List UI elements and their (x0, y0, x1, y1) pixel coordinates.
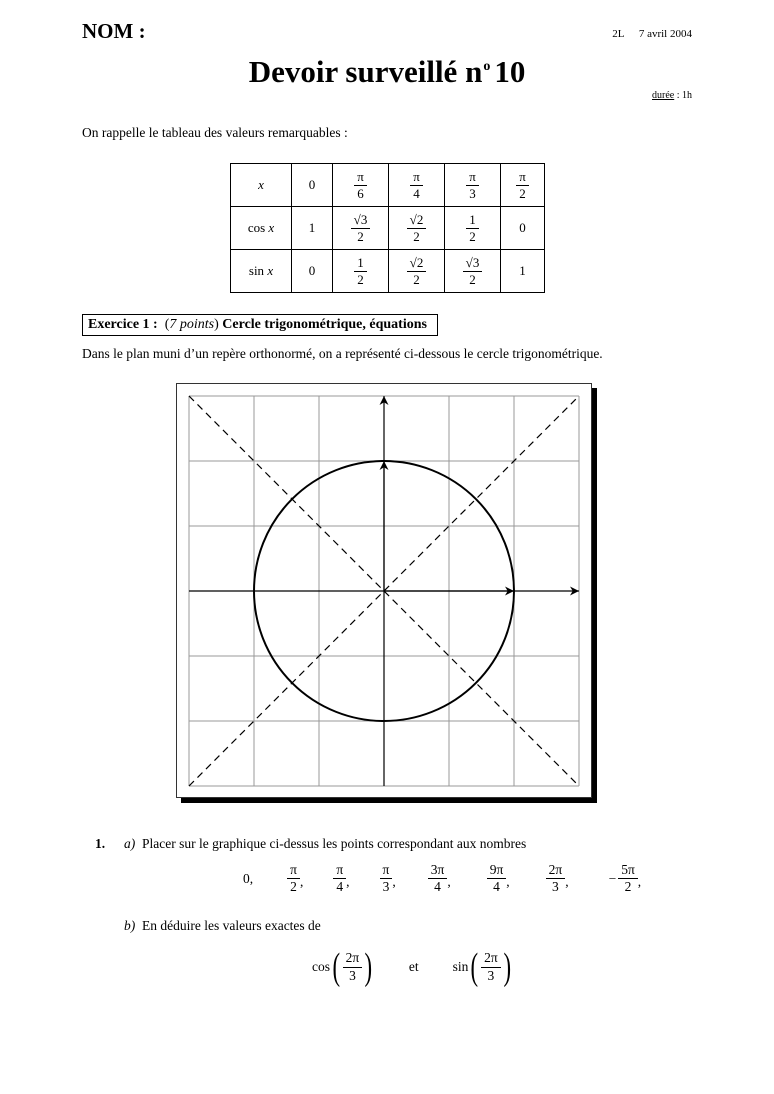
exercise-header: Exercice 1 : (7 points) Cercle trigonométrique, équations (82, 314, 438, 336)
left-paren: ( (470, 946, 479, 988)
duration (652, 90, 692, 101)
number-item: $\frac{\pi}{3}$ , (380, 863, 396, 894)
numerator: √2 (407, 213, 427, 229)
subquestion-text: En déduire les valeurs exactes de (142, 918, 321, 933)
numerator: 3π (428, 863, 448, 879)
table-cell (389, 164, 445, 207)
table-cell (501, 250, 545, 293)
denominator: 3 (487, 967, 495, 983)
denominator: 2 (413, 228, 420, 244)
denominator: 3 (552, 879, 559, 895)
exercise-statement: Dans le plan muni d’un repère orthonormé, on a représenté ci-dessous le cercle trigonométrique. (82, 346, 603, 361)
question-1a (95, 836, 526, 852)
page-title (0, 54, 774, 90)
table-cell (445, 207, 501, 250)
question-number: 1. (95, 836, 106, 851)
value-text: 0 (308, 263, 316, 278)
numerator: 1 (354, 256, 367, 272)
fraction (351, 213, 371, 243)
table-row-cos (231, 207, 545, 250)
fraction (354, 170, 367, 200)
numerator: π (354, 170, 367, 186)
numerator: √3 (463, 256, 483, 272)
title-sup: o (483, 59, 491, 74)
denominator: 3 (469, 185, 476, 201)
numerator: π (380, 863, 393, 879)
numerator: 9π (487, 863, 507, 879)
table-cell (333, 207, 389, 250)
value-text: 1 (519, 263, 526, 278)
cos-label: cos (312, 959, 330, 974)
numerator: π (333, 863, 346, 879)
fraction (410, 170, 423, 200)
denominator: 4 (434, 879, 441, 895)
table-cell (389, 207, 445, 250)
title-number: 10 (494, 54, 526, 89)
denominator: 3 (349, 967, 356, 983)
table-cell (445, 164, 501, 207)
numerator: 2π (546, 863, 566, 879)
fraction (428, 863, 448, 894)
et-label: et (408, 959, 419, 974)
table-cell (501, 164, 545, 207)
table-cell (501, 207, 545, 250)
duration-label: durée (652, 90, 675, 101)
numbers-list (213, 863, 641, 894)
number-item: $\frac{\pi}{2}$ , (287, 863, 303, 894)
fraction (287, 863, 300, 894)
value-text: 0, (243, 870, 254, 886)
fraction (407, 256, 427, 286)
value-text: 0 (519, 220, 526, 235)
number-item: − $\frac{5\pi}{2}$ , (608, 862, 642, 895)
fraction (466, 213, 479, 243)
denominator: 2 (469, 271, 476, 287)
row-header (231, 207, 292, 250)
denominator: 6 (357, 185, 364, 201)
question-1b (124, 918, 321, 934)
numerator: 2π (481, 951, 501, 967)
numerator: 5π (618, 863, 638, 879)
number-item: $\frac{\pi}{4}$ , (333, 863, 349, 894)
exercise-label: Exercice 1 : (88, 317, 158, 332)
denominator: 4 (336, 879, 344, 895)
fraction (354, 256, 367, 286)
fraction (487, 863, 507, 894)
row-header-text: x (258, 177, 264, 192)
fraction (618, 863, 638, 894)
denominator: 2 (469, 228, 476, 244)
subquestion-label: a) (124, 836, 136, 851)
table-cell (292, 164, 333, 207)
number-item: $\frac{2\pi}{3}$ , (546, 863, 569, 894)
numerator: √3 (351, 213, 371, 229)
trig-circle-svg (177, 384, 591, 797)
number-item: $\frac{9\pi}{4}$ , (487, 863, 510, 894)
value-text: 0 (308, 177, 316, 192)
numerator: π (410, 170, 423, 186)
row-header (231, 164, 292, 207)
table-cell (292, 250, 333, 293)
trig-circle-figure (176, 383, 592, 798)
denominator: 2 (357, 228, 364, 244)
values-table (230, 163, 545, 293)
sin-label: sin (452, 959, 469, 974)
table-cell (445, 250, 501, 293)
denominator: 4 (413, 185, 420, 201)
denominator: 2 (519, 185, 526, 201)
denominator: 2 (624, 879, 632, 895)
duration-value: : 1h (674, 90, 692, 101)
numerator: 2π (343, 951, 363, 967)
denominator: 4 (493, 879, 500, 895)
fraction (466, 170, 479, 200)
fraction (546, 863, 566, 894)
subquestion-label: b) (124, 918, 136, 933)
row-header-text: sin x (248, 263, 274, 278)
fraction (516, 170, 529, 200)
intro-text: On rappelle le tableau des valeurs remarquables : (82, 125, 348, 140)
fraction (380, 863, 393, 894)
fraction (343, 951, 363, 982)
value-text: 1 (308, 220, 316, 235)
numerator: π (516, 170, 529, 186)
right-paren: ) (364, 946, 373, 988)
exercise-title: Cercle trigonométrique, équations (222, 317, 427, 332)
class-date (600, 28, 692, 40)
numerator: √2 (407, 256, 427, 272)
denominator: 2 (290, 879, 297, 895)
date-label: 7 avril 2004 (638, 28, 692, 40)
denominator: 2 (413, 271, 420, 287)
left-paren: ( (332, 946, 341, 988)
denominator: 3 (382, 879, 390, 895)
table-cell (333, 250, 389, 293)
denominator: 2 (357, 271, 364, 287)
exercise-points: 7 points (169, 317, 215, 332)
fraction (333, 863, 346, 894)
numerator: π (287, 863, 300, 879)
table-cell (292, 207, 333, 250)
number-item (243, 871, 253, 887)
nom-label: NOM : (82, 19, 146, 43)
table-cell (389, 250, 445, 293)
fraction (463, 256, 483, 286)
fraction (481, 951, 501, 982)
fraction (407, 213, 427, 243)
numerator: π (466, 170, 479, 186)
number-item: $\frac{3\pi}{4}$ , (428, 863, 451, 894)
row-header-text: cos x (247, 220, 275, 235)
table-row-x (231, 164, 545, 207)
numerator: 1 (466, 213, 479, 229)
table-cell (333, 164, 389, 207)
subquestion-text: Placer sur le graphique ci-dessus les points correspondant aux nombres (142, 836, 527, 851)
expression-line (312, 948, 513, 986)
row-header (231, 250, 292, 293)
title-text: Devoir surveillé n (248, 54, 483, 89)
table-row-sin (231, 250, 545, 293)
class-label: 2L (612, 28, 625, 40)
right-paren: ) (503, 946, 511, 988)
